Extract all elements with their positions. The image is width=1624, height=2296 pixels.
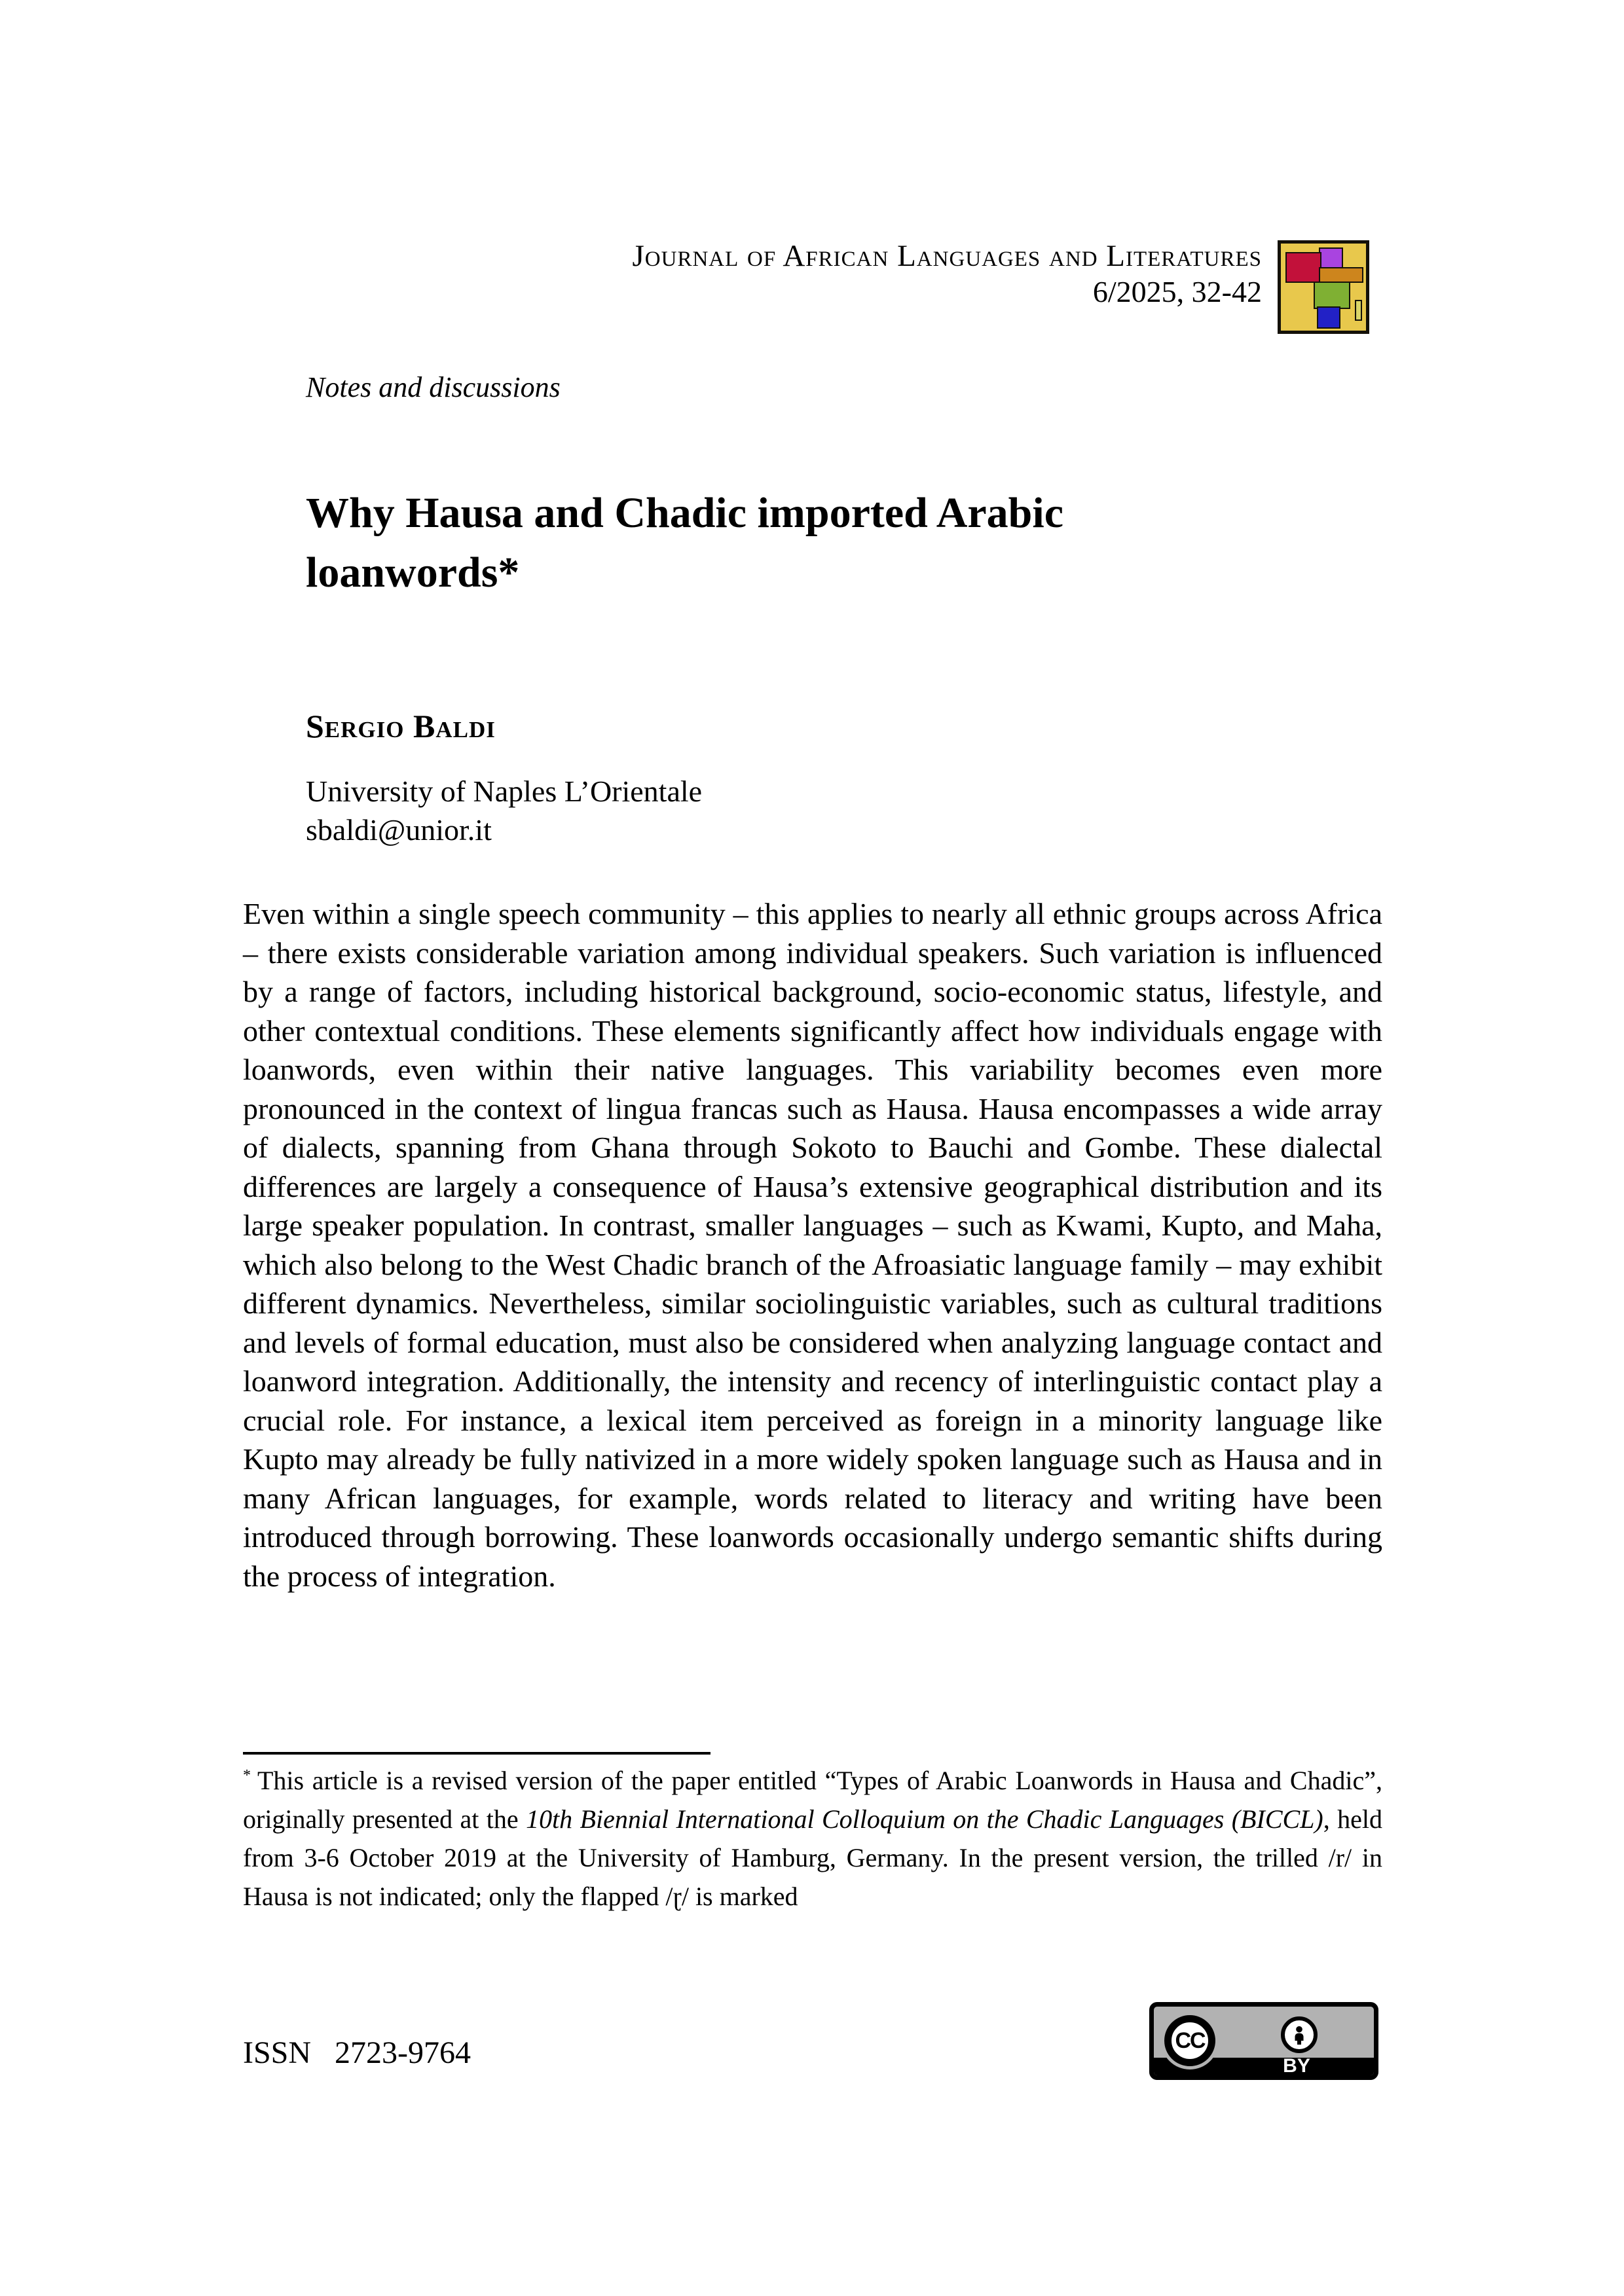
footnote-text: This article is a revised version of the paper entitled “Types of Arabic Loanwords in Hausa and Chadic”, originally presented at the 10th Biennial International Colloquium on the Chadic Languages (BICCL), held from 3-6 October 2019 at the University of Hamburg, Germany. In the present version, the trilled /r/ in Hausa is not indicated; only the flapped /ɽ/ is marked [243, 1766, 1382, 1911]
issn [243, 2035, 471, 2071]
footnote-separator [243, 1752, 710, 1755]
logo-block-green [1314, 281, 1350, 309]
cc-by-label: BY [1283, 2055, 1310, 2077]
body-paragraph: Even within a single speech community – this applies to nearly all ethnic groups across Africa – there exists considerable variation among individual speakers. Such variation is influenced by a range of factors, including historical background, socio-economic status, lifestyle, and other contextual conditions. These elements significantly affect how individuals engage with loanwords, even within their native languages. This variability becomes even more pronounced in the context of lingua francas such as Hausa. Hausa encompasses a wide array of dialects, spanning from Ghana through Sokoto to Bauchi and Gombe. These dialectal differences are largely a consequence of Hausa’s extensive geographical distribution and its large speaker population. In contrast, smaller languages – such as Kwami, Kupto, and Maha, which also belong to the West Chadic branch of the Afroasiatic language family – may exhibit different dynamics. Nevertheless, similar sociolinguistic variables, such as cultural traditions and levels of formal education, must also be considered when analyzing language contact and loanword integration. Additionally, the intensity and recency of interlinguistic contact play a crucial role. For instance, a lexical item perceived as foreign in a minority language like Kupto may already be fully nativized in a more widely spoken language such as Hausa and in many African languages, for example, words related to literacy and writing have been introduced through borrowing. These loanwords occasionally undergo semantic shifts during the process of integration. [243, 897, 1382, 1593]
logo-block-olive [1355, 300, 1362, 321]
logo-block-blue [1317, 306, 1340, 329]
cc-logo-icon [1164, 2015, 1215, 2066]
logo-block-purple [1319, 247, 1343, 270]
footnote-marker: * [243, 1766, 251, 1784]
logo-block-red [1285, 252, 1321, 283]
cc-logo-text: CC [1175, 2028, 1205, 2053]
author-email-link[interactable]: sbaldi@unior.it [306, 813, 492, 847]
journal-name: Journal of African Languages and Literatures [632, 239, 1262, 273]
issn-value: 2723-9764 [335, 2035, 471, 2070]
footnote [243, 1761, 1382, 1916]
journal-logo [1278, 240, 1369, 334]
cc-by-license-badge[interactable] [1149, 2002, 1378, 2080]
issn-label: ISSN [243, 2035, 312, 2070]
logo-block-orange [1319, 267, 1363, 283]
author-affiliation: University of Naples L’Orientale [306, 774, 703, 808]
section-label: Notes and discussions [306, 371, 561, 403]
issue-info: 6/2025, 32-42 [1092, 274, 1262, 308]
attribution-person-icon [1281, 2016, 1318, 2053]
author-name: Sergio Baldi [306, 708, 496, 744]
masthead [632, 240, 1262, 308]
article-title: Why Hausa and Chadic imported Arabic loanwords* [306, 489, 1063, 596]
